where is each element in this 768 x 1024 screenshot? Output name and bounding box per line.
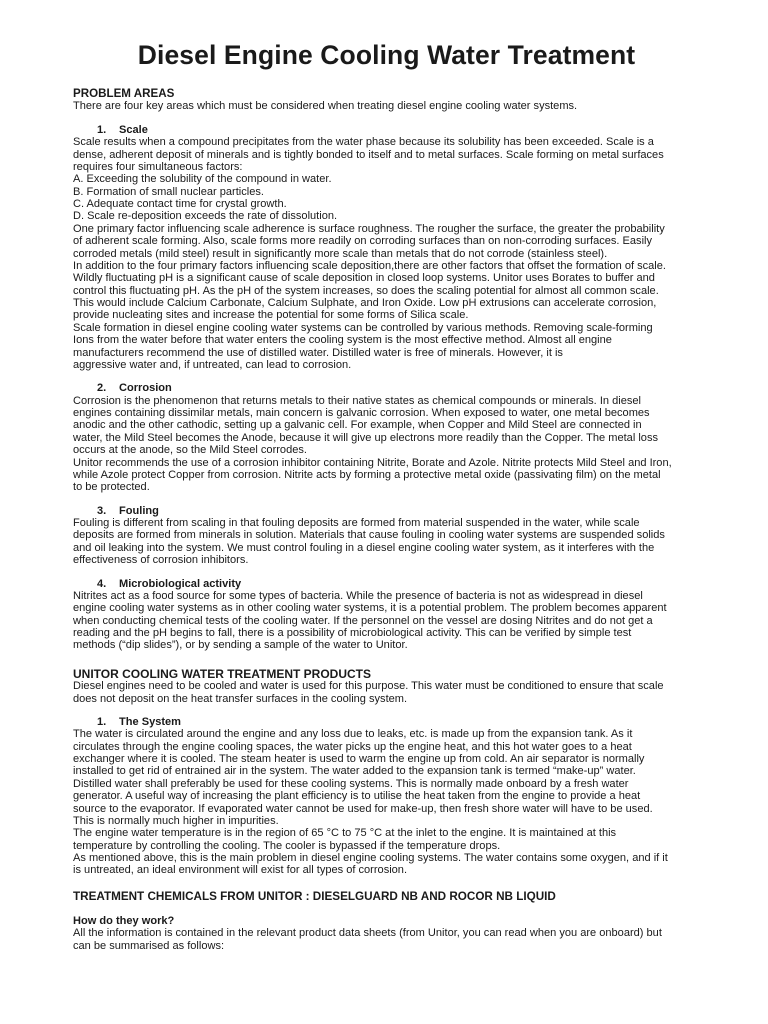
- text-line: Scale results when a compound precipitates from the water phase because its solubility has been exceeded. Scale is a: [73, 136, 654, 149]
- text-line: engines containing dissimilar metals, main concern is galvanic corrosion. When exposed to water, one metal becomes: [73, 407, 650, 420]
- text-line: deposits are formed from minerals in solution. Materials that cause fouling in cooling water systems are suspended solids: [73, 529, 665, 542]
- text-line: A. Exceeding the solubility of the compound in water.: [73, 173, 332, 186]
- text-line: In addition to the four primary factors influencing scale deposition,there are other factors that offset the formation of scale.: [73, 259, 666, 272]
- text-line: B. Formation of small nuclear particles.: [73, 185, 264, 198]
- document-title: Diesel Engine Cooling Water Treatment: [137, 40, 636, 70]
- text-line: source to the evaporator. If evaporated water cannot be used for make-up, then fresh shore water will have to be used.: [73, 802, 653, 815]
- micro-heading: [97, 578, 708, 590]
- system-title: The System: [119, 715, 182, 728]
- text-line: and oil leaking into the system. We must control fouling in a diesel engine cooling water system, as it interferes with the: [73, 541, 655, 554]
- text-line: Nitrites act as a food source for some types of bacteria. While the presence of bacteria is not as widespread in diesel: [73, 589, 643, 602]
- text-line: is untreated, an ideal environment will exist for all types of corrosion.: [73, 864, 408, 877]
- text-line: Distilled water shall preferably be used for these cooling systems. This is normally made onboard by a fresh water: [73, 777, 629, 790]
- text-line: when conducting chemical tests of the cooling water. If the personnel on the vessel are dosing Nitrites and do not get a: [73, 614, 653, 627]
- text-line: Diesel engines need to be cooled and water is used for this purpose. This water must be conditioned to ensure that scale: [73, 680, 664, 693]
- scale-heading: [97, 124, 708, 136]
- text-line: manufacturers recommend the use of distilled water. Distilled water is free of minerals. However, it is: [73, 346, 563, 359]
- corrosion-title: Corrosion: [119, 382, 172, 395]
- text-line: occurs at the anode, so the Mild Steel corrodes.: [73, 444, 307, 457]
- micro-number: 4.: [97, 577, 107, 590]
- text-line: methods (“dip slides”), or by sending a sample of the water to Unitor.: [73, 639, 408, 652]
- text-line: Unitor recommends the use of a corrosion inhibitor containing Nitrite, Borate and Azole. Nitrite protects Mild Steel and Iron,: [73, 456, 672, 469]
- text-line: generator. A useful way of increasing the plant efficiency is to utilise the heat taken from the engine to provide a heat: [73, 790, 641, 803]
- text-line: C. Adequate contact time for crystal growth.: [73, 198, 287, 211]
- system-number: 1.: [97, 715, 107, 728]
- text-line: The engine water temperature is in the region of 65 °C to 75 °C at the inlet to the engine. It is maintained at this: [73, 827, 617, 840]
- text-line: installed to get rid of entrained air in the system. The water added to the expansion tank is termed “make-up” water.: [73, 765, 636, 778]
- scale-body: [73, 136, 708, 371]
- text-line: water, the Mild Steel becomes the Anode, because it will give up electrons more readily than the Copper. The metal loss: [73, 431, 658, 444]
- text-line: The water is circulated around the engine and any loss due to leaks, etc. is made up from the expansion tank. As it: [73, 728, 633, 741]
- text-line: while Azole protect Copper from corrosion. Nitrite acts by forming a protective metal oxide (passivating film) on the metal: [73, 468, 661, 481]
- text-line: corroded metals (mild steel) result in significantly more scale than metals that do not corrode (stainless steel).: [73, 247, 608, 260]
- system-heading: [97, 716, 708, 728]
- text-line: Scale formation in diesel engine cooling water systems can be controlled by various methods. Removing scale-forming: [73, 321, 653, 334]
- treatment-heading: TREATMENT CHEMICALS FROM UNITOR : DIESELGUARD NB AND ROCOR NB LIQUID: [73, 889, 556, 903]
- products-body: [73, 680, 708, 705]
- text-line: dense, adherent deposit of minerals and is tightly bonded to itself and to metal surfaces. Scale forming on metal surfaces: [73, 148, 664, 161]
- text-line: requires four simultaneous factors:: [73, 160, 243, 173]
- text-line: D. Scale re-deposition exceeds the rate of dissolution.: [73, 210, 338, 223]
- micro-body: [73, 590, 708, 652]
- text-line: can be summarised as follows:: [73, 939, 225, 952]
- text-line: engine cooling water systems as in other cooling water systems, it is a potential problem. The problem becomes apparent: [73, 602, 667, 615]
- micro-title: Microbiological activity: [119, 577, 242, 590]
- scale-title: Scale: [119, 123, 148, 136]
- text-line: temperature by controlling the cooling. The cooler is bypassed if the temperature drops.: [73, 839, 501, 852]
- corrosion-number: 2.: [97, 382, 107, 395]
- text-line: anodic and the other cathodic, setting up a galvanic cell. For example, when Copper and Mild Steel are connected in: [73, 419, 642, 432]
- text-line: of adherent scale forming. Also, scale forms more readily on corroding surfaces than on non-corroding surfaces. Easily: [73, 235, 653, 248]
- text-line: One primary factor influencing scale adherence is surface roughness. The rougher the surface, the greater the probability: [73, 222, 665, 235]
- text-line: Ions from the water before that water enters the cooling system is the most effective method. Almost all engine: [73, 334, 612, 347]
- text-line: circulates through the engine cooling spaces, the water picks up the engine heat, and this hot water goes to a heat: [73, 740, 632, 753]
- text-line: This is normally much higher in impurities.: [73, 814, 279, 827]
- corrosion-body: [73, 395, 708, 494]
- text-line: does not deposit on the heat transfer surfaces in the cooling system.: [73, 692, 408, 705]
- products-heading: UNITOR COOLING WATER TREATMENT PRODUCTS: [73, 666, 371, 681]
- text-line: exchanger where it is cooled. The steam heater is used to warm the engine up from cold. An air separator is normally: [73, 753, 645, 766]
- text-line: reading and the pH begins to fall, there is a possibility of microbiological activity. This can be verified by simple test: [73, 627, 632, 640]
- fouling-heading: [97, 505, 708, 517]
- problem-areas-intro: There are four key areas which must be considered when treating diesel engine cooling water systems.: [73, 100, 578, 113]
- treatment-body: [73, 927, 708, 952]
- text-line: to be protected.: [73, 481, 150, 494]
- text-line: provide nucleating sites and increase the potential for some forms of Silica scale.: [73, 309, 469, 322]
- text-line: Corrosion is the phenomenon that returns metals to their native states as chemical compounds or minerals. In diesel: [73, 394, 641, 407]
- text-line: As mentioned above, this is the main problem in diesel engine cooling systems. The water contains some oxygen, and if it: [73, 852, 668, 865]
- system-body: [73, 728, 708, 877]
- text-line: All the information is contained in the relevant product data sheets (from Unitor, you can read when you are onboard) but: [73, 927, 662, 940]
- scale-number: 1.: [97, 123, 107, 136]
- fouling-number: 3.: [97, 504, 107, 517]
- text-line: Wildly fluctuating pH is a significant cause of scale deposition in closed loop systems. Unitor uses Borates to buffer and: [73, 272, 655, 285]
- text-line: aggressive water and, if untreated, can lead to corrosion.: [73, 358, 352, 371]
- text-line: This would include Calcium Carbonate, Calcium Sulphate, and Iron Oxide. Low pH extrusions can accelerate corrosion,: [73, 297, 657, 310]
- text-line: effectiveness of corrosion inhibitors.: [73, 554, 249, 567]
- corrosion-heading: [97, 382, 708, 394]
- fouling-title: Fouling: [119, 504, 159, 517]
- text-line: control this fluctuating pH. As the pH of the system increases, so does the scaling potential for almost all common scale.: [73, 284, 659, 297]
- problem-areas-heading: PROBLEM AREAS: [73, 87, 175, 100]
- fouling-body: [73, 517, 708, 567]
- treatment-question: How do they work?: [73, 914, 175, 927]
- text-line: Fouling is different from scaling in that fouling deposits are formed from material suspended in the water, while scale: [73, 517, 640, 530]
